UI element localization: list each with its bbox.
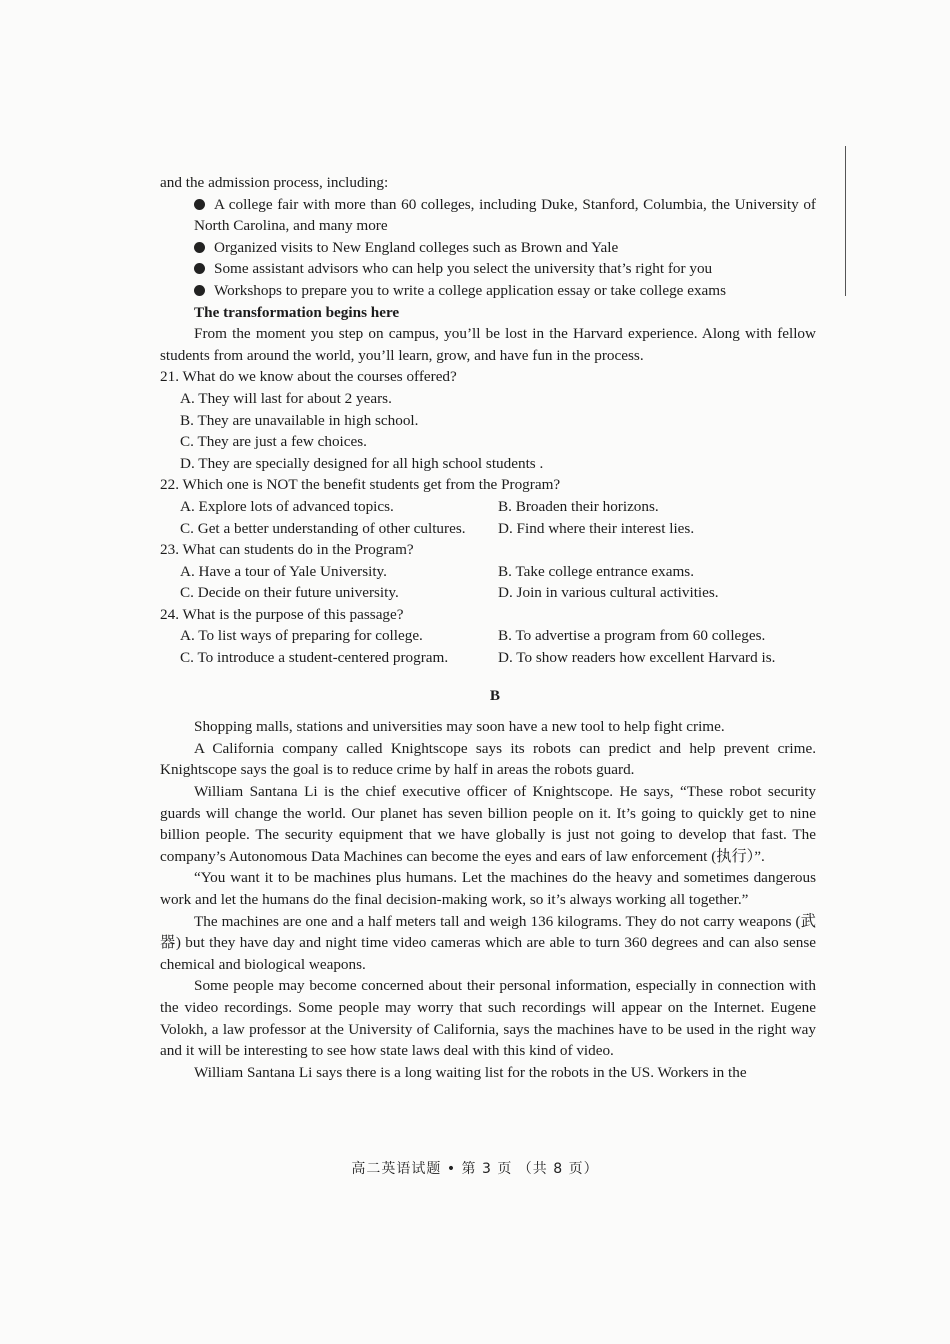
option-d: D. They are specially designed for all high school students . xyxy=(180,454,544,472)
question-23-options-row-2 xyxy=(160,582,816,604)
question-21-options xyxy=(160,388,816,474)
question-23-options-row-1 xyxy=(160,561,816,583)
option-a: A. To list ways of preparing for college. xyxy=(180,627,423,645)
section-b-paragraph: A California company called Knightscope says its robots can predict and help prevent crime. Knightscope says the goal is to reduce crime by half in areas the robots guard. xyxy=(160,739,816,779)
bullet-dot-icon xyxy=(194,285,205,296)
passage-closing-paragraph: From the moment you step on campus, you’ll be lost in the Harvard experience. Along with fellow students from around the world, you’ll learn, grow, and have fun in the process. xyxy=(160,325,816,364)
option-b: B. To advertise a program from 60 colleges. xyxy=(498,627,766,645)
section-b-paragraph: Shopping malls, stations and universities may soon have a new tool to help fight crime. xyxy=(194,718,725,736)
page-content xyxy=(160,172,816,1083)
bullet-dot-icon xyxy=(194,199,205,210)
passage-intro-line: and the admission process, including: xyxy=(160,174,389,191)
option-a: A. Explore lots of advanced topics. xyxy=(180,497,394,515)
option-b: B. Take college entrance exams. xyxy=(498,562,695,580)
passage-subheading: The transformation begins here xyxy=(194,303,400,321)
option-b: B. Broaden their horizons. xyxy=(498,497,659,515)
option-a: A. Have a tour of Yale University. xyxy=(180,562,387,580)
section-b-paragraph: William Santana Li is the chief executive officer of Knightscope. He says, “These robot security guards will change the world. Our planet has seven billion people on it. It’s going to quickly get to nine billion people. The security equipment that we have globally is just not going to develop that fast. The company’s Autonomous Data Machines can become the eyes and ears of law enforcement (执行）”. xyxy=(160,783,816,865)
option-c: C. Get a better understanding of other cultures. xyxy=(180,519,466,537)
question-22-options-row-1 xyxy=(160,496,816,518)
bullet-item: Some assistant advisors who can help you select the university that’s right for you xyxy=(160,258,816,280)
bullet-item: A college fair with more than 60 colleges, including Duke, Stanford, Columbia, the University of North Carolina, and many more xyxy=(194,195,816,235)
option-d: D. To show readers how excellent Harvard is. xyxy=(498,649,776,667)
bullet-dot-icon xyxy=(194,242,205,253)
option-c: C. To introduce a student-centered program. xyxy=(180,649,449,667)
question-23-stem: 23. What can students do in the Program? xyxy=(160,541,414,559)
option-b: B. They are unavailable in high school. xyxy=(180,411,419,429)
option-c: C. Decide on their future university. xyxy=(180,584,399,602)
question-22-options-row-2 xyxy=(160,518,816,540)
section-b-paragraph: Some people may become concerned about their personal information, especially in connection with the video recordings. Some people may worry that such recordings will appear on the Internet. Eugene Volokh, a law professor at the University of California, says the machines have to be used in the right way and it will be interesting to see how state laws deal with this kind of video. xyxy=(160,977,816,1060)
question-22-stem: 22. Which one is NOT the benefit students get from the Program? xyxy=(160,476,561,494)
option-a: A. They will last for about 2 years. xyxy=(180,389,392,407)
bullet-dot-icon xyxy=(194,263,205,274)
section-b-label: B xyxy=(489,686,501,704)
question-24-options-row-1 xyxy=(160,625,816,647)
option-d: D. Join in various cultural activities. xyxy=(498,584,719,602)
section-b-paragraph: “You want it to be machines plus humans. Let the machines do the heavy and sometimes dangerous work and let the humans do the final decision-making work, so it’s always working all together.” xyxy=(160,869,816,908)
bullet-item: Workshops to prepare you to write a college application essay or take college exams xyxy=(160,280,816,302)
question-24-stem: 24. What is the purpose of this passage? xyxy=(160,605,404,623)
section-b-paragraph: The machines are one and a half meters tall and weigh 136 kilograms. They do not carry weapons (武器) but they have day and night time video cameras which are able to turn 360 degrees and can also sense chemical and biological weapons. xyxy=(160,912,816,973)
option-c: C. They are just a few choices. xyxy=(180,433,367,451)
option-d: D. Find where their interest lies. xyxy=(498,519,695,537)
section-b-paragraph: William Santana Li says there is a long waiting list for the robots in the US. Workers in the xyxy=(194,1063,747,1081)
question-24-options-row-2 xyxy=(160,647,816,669)
margin-rule xyxy=(845,146,846,296)
bullet-item: Organized visits to New England colleges such as Brown and Yale xyxy=(160,237,816,259)
question-21-stem: 21. What do we know about the courses offered? xyxy=(160,368,457,386)
page-footer: 高二英语试题 • 第 3 页 （共 8 页） xyxy=(351,1161,599,1177)
